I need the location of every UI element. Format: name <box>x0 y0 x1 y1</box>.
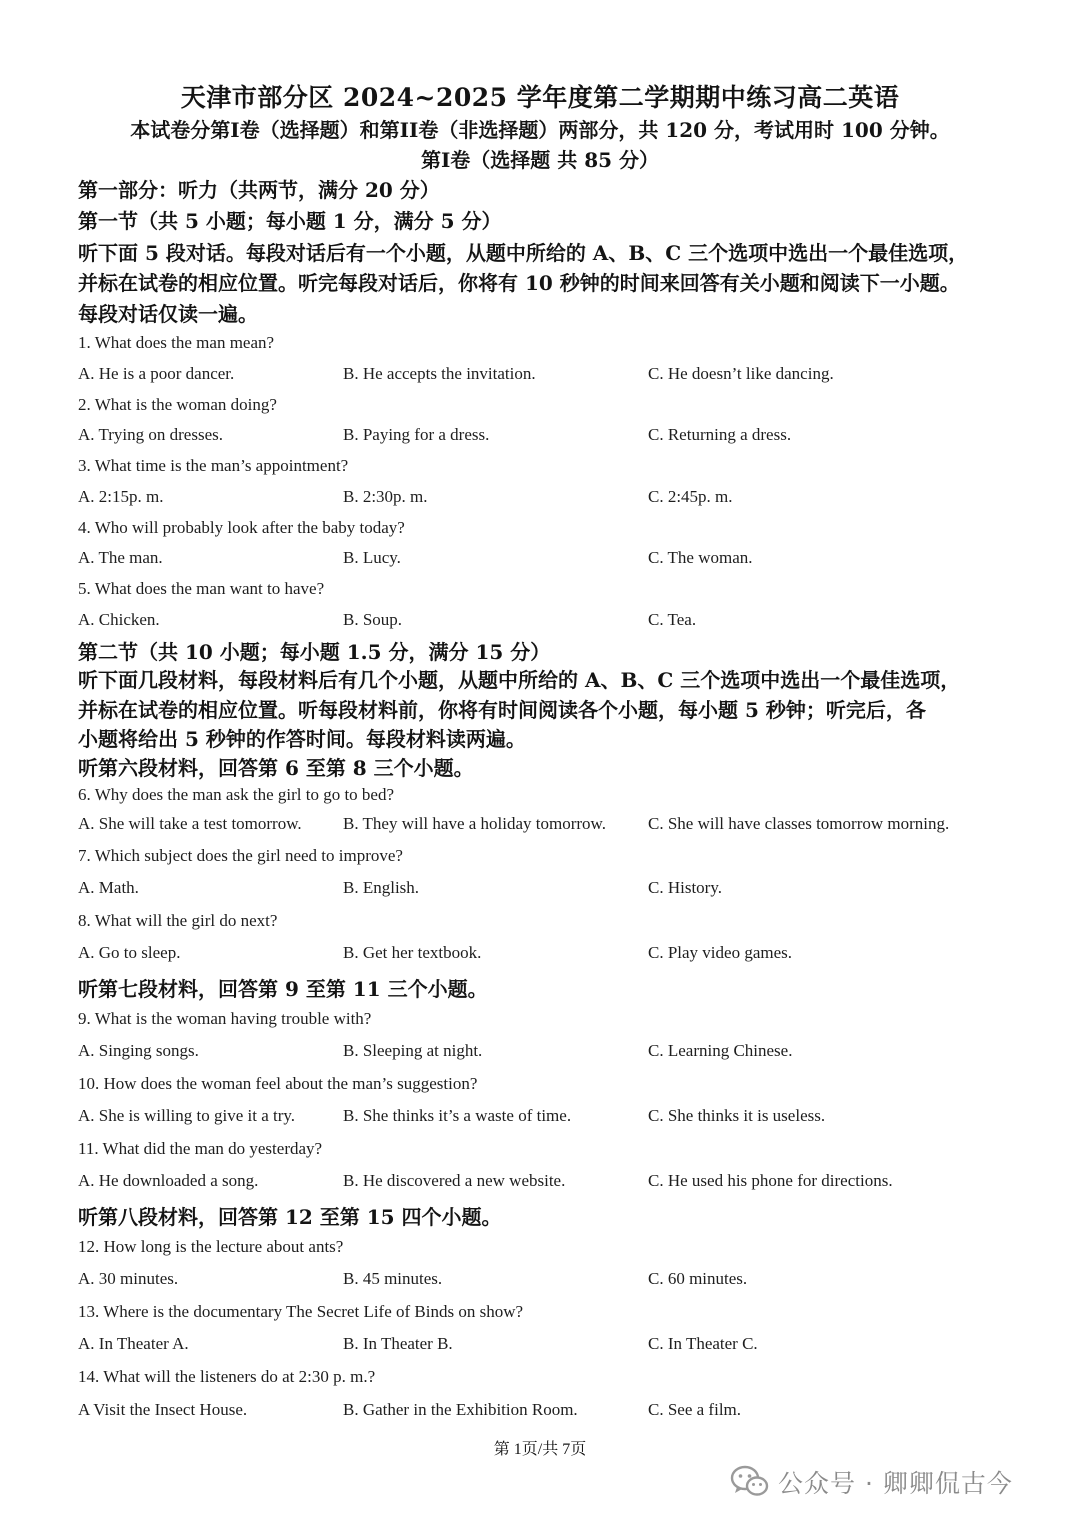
option-c: C. He doesn’t like dancing. <box>648 364 834 383</box>
option-b: B. She thinks it’s a waste of time. <box>343 1106 572 1125</box>
question-text: 2. What is the woman doing? <box>78 395 277 414</box>
option-b: B. 2:30p. m. <box>343 487 428 506</box>
watermark-text: 公众号 · 卿卿侃古今 <box>778 1469 1013 1498</box>
option-c: C. See a film. <box>648 1400 742 1419</box>
section1-instruction: 听下面 5 段对话。每段对话后有一个小题，从题中所给的 A、B、C 三个选项中选出一个最佳选项， <box>78 241 969 265</box>
option-a: A. Trying on dresses. <box>78 425 223 444</box>
option-a: A. She is willing to give it a try. <box>78 1106 296 1125</box>
option-a: A. 30 minutes. <box>78 1269 179 1288</box>
option-a: A Visit the Insect House. <box>78 1400 248 1419</box>
question-text: 3. What time is the man’s appointment? <box>78 456 349 475</box>
option-b: B. Soup. <box>343 610 403 629</box>
question-text: 13. Where is the documentary The Secret Life of Binds on show? <box>78 1302 524 1321</box>
option-b: B. English. <box>343 878 420 897</box>
option-b: B. Sleeping at night. <box>343 1041 483 1060</box>
option-a: A. She will take a test tomorrow. <box>78 814 302 833</box>
option-b: B. Gather in the Exhibition Room. <box>343 1400 578 1419</box>
option-b: B. Get her textbook. <box>343 943 482 962</box>
option-b: B. In Theater B. <box>343 1334 453 1353</box>
option-b: B. He discovered a new website. <box>343 1171 566 1190</box>
option-c: C. She will have classes tomorrow morning. <box>648 814 950 833</box>
option-a: A. The man. <box>78 548 163 567</box>
section2-instruction: 小题将给出 5 秒钟的作答时间。每段材料读两遍。 <box>78 727 526 751</box>
option-a: A. He downloaded a song. <box>78 1171 259 1190</box>
option-b: B. 45 minutes. <box>343 1269 443 1288</box>
option-b: B. Paying for a dress. <box>343 425 490 444</box>
question-text: 14. What will the listeners do at 2:30 p. m.? <box>78 1367 376 1386</box>
option-c: C. Returning a dress. <box>648 425 792 444</box>
question-text: 10. How does the woman feel about the man’s suggestion? <box>78 1074 478 1093</box>
volume-heading: 第I卷（选择题 共 85 分） <box>420 148 660 172</box>
option-c: C. He used his phone for directions. <box>648 1171 893 1190</box>
question-text: 12. How long is the lecture about ants? <box>78 1237 344 1256</box>
section1-heading: 第一节（共 5 小题；每小题 1 分，满分 5 分） <box>78 209 502 233</box>
option-a: A. 2:15p. m. <box>78 487 164 506</box>
option-b: B. Lucy. <box>343 548 401 567</box>
group-heading: 听第八段材料，回答第 12 至第 15 四个小题。 <box>78 1205 502 1229</box>
question-text: 11. What did the man do yesterday? <box>78 1139 323 1158</box>
option-c: C. History. <box>648 878 722 897</box>
exam-intro: 本试卷分第I卷（选择题）和第II卷（非选择题）两部分，共 120 分，考试用时 100 分钟。 <box>130 118 950 142</box>
option-a: A. Chicken. <box>78 610 160 629</box>
option-c: C. In Theater C. <box>648 1334 758 1353</box>
option-a: A. Go to sleep. <box>78 943 181 962</box>
group-heading: 听第七段材料，回答第 9 至第 11 三个小题。 <box>78 977 488 1001</box>
question-text: 8. What will the girl do next? <box>78 911 278 930</box>
option-c: C. 60 minutes. <box>648 1269 748 1288</box>
option-c: C. Play video games. <box>648 943 793 962</box>
option-c: C. Learning Chinese. <box>648 1041 793 1060</box>
page-title: 天津市部分区 2024~2025 学年度第二学期期中练习高二英语 <box>180 83 900 112</box>
section1-instruction: 并标在试卷的相应位置。听完每段对话后，你将有 10 秒钟的时间来回答有关小题和阅读下一小题。 <box>78 271 960 295</box>
section2-instruction: 并标在试卷的相应位置。听每段材料前，你将有时间阅读各个小题，每小题 5 秒钟；听完后，各 <box>78 698 926 722</box>
option-a: A. Math. <box>78 878 139 897</box>
option-b: B. They will have a holiday tomorrow. <box>343 814 606 833</box>
option-a: A. He is a poor dancer. <box>78 364 235 383</box>
option-c: C. The woman. <box>648 548 753 567</box>
question-text: 9. What is the woman having trouble with? <box>78 1009 372 1028</box>
option-a: A. In Theater A. <box>78 1334 189 1353</box>
question-text: 5. What does the man want to have? <box>78 579 325 598</box>
option-c: C. She thinks it is useless. <box>648 1106 826 1125</box>
option-c: C. 2:45p. m. <box>648 487 733 506</box>
part-heading: 第一部分：听力（共两节，满分 20 分） <box>78 178 440 202</box>
question-text: 7. Which subject does the girl need to improve? <box>78 846 403 865</box>
wechat-icon <box>730 1465 770 1499</box>
page-number: 第 1页/共 7页 <box>493 1441 587 1458</box>
watermark <box>730 1462 1013 1502</box>
question-text: 6. Why does the man ask the girl to go to bed? <box>78 785 395 804</box>
section2-instruction: 听下面几段材料，每段材料后有几个小题，从题中所给的 A、B、C 三个选项中选出一个最佳选项， <box>78 668 961 692</box>
question-text: 4. Who will probably look after the baby today? <box>78 518 405 537</box>
option-c: C. Tea. <box>648 610 697 629</box>
group-heading: 听第六段材料，回答第 6 至第 8 三个小题。 <box>78 756 474 780</box>
section1-instruction: 每段对话仅读一遍。 <box>78 302 258 326</box>
question-text: 1. What does the man mean? <box>78 333 275 352</box>
option-a: A. Singing songs. <box>78 1041 199 1060</box>
section2-heading: 第二节（共 10 小题；每小题 1.5 分，满分 15 分） <box>78 640 551 664</box>
option-b: B. He accepts the invitation. <box>343 364 536 383</box>
